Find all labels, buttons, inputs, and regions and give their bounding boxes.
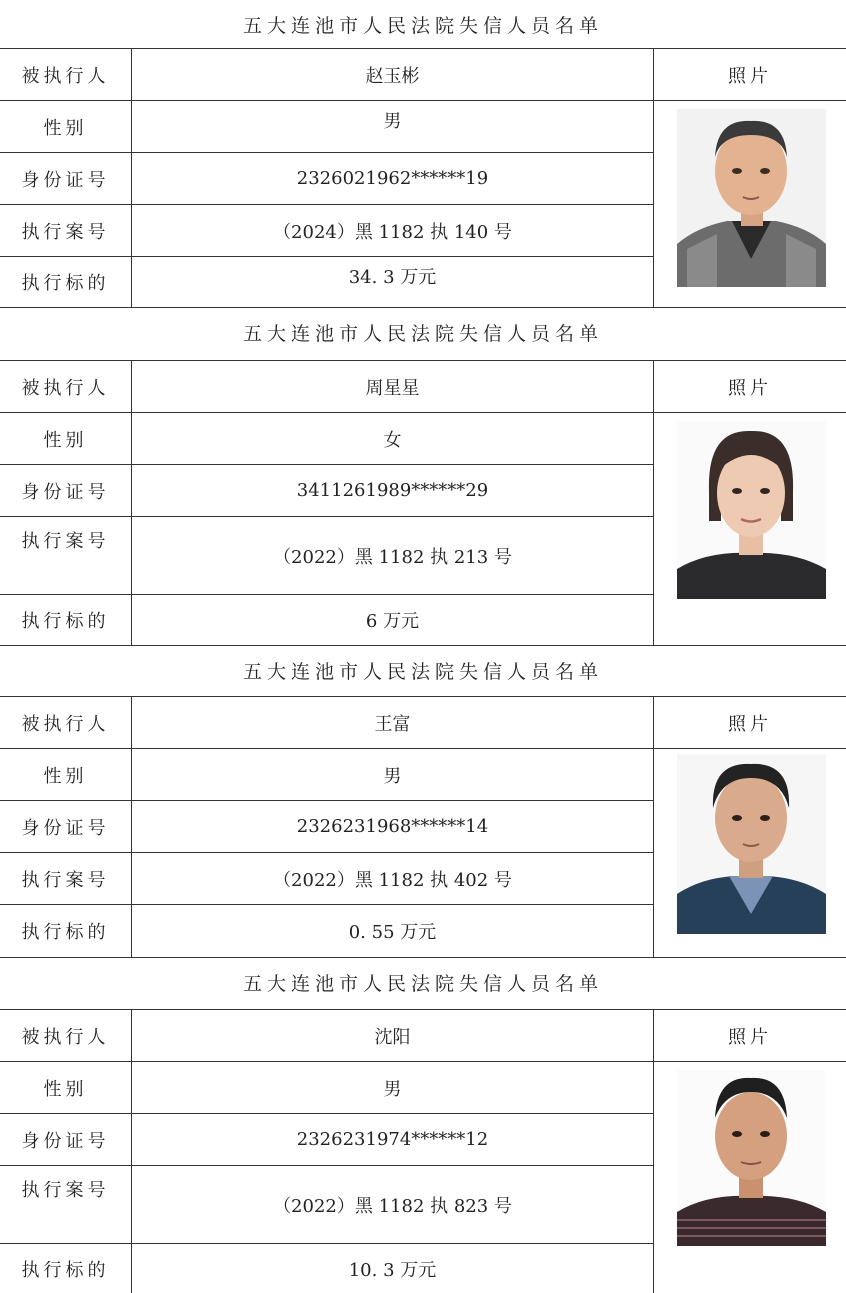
photo-cell [654, 749, 846, 957]
value-name: 王富 [131, 697, 654, 748]
value-name: 赵玉彬 [131, 49, 654, 100]
label-gender: 性别 [43, 765, 88, 787]
value-amount: 34. 3 万元 [131, 257, 654, 307]
label-id: 身份证号 [21, 1130, 110, 1152]
record-table [0, 1009, 846, 1293]
label-name: 被执行人 [21, 1026, 110, 1048]
label-photo: 照片 [728, 1026, 772, 1048]
person-photo [677, 109, 826, 287]
label-id: 身份证号 [21, 817, 110, 839]
record-3 [0, 646, 846, 958]
label-photo: 照片 [728, 377, 772, 399]
value-amount: 0. 55 万元 [131, 905, 654, 957]
record-table [0, 48, 846, 308]
label-amount: 执行标的 [21, 1259, 110, 1281]
label-name: 被执行人 [21, 377, 110, 399]
label-amount: 执行标的 [21, 611, 110, 632]
label-case: 执行案号 [21, 221, 110, 243]
label-amount: 执行标的 [21, 922, 110, 943]
value-amount: 6 万元 [131, 595, 654, 645]
record-title: 五大连池市人民法院失信人员名单 [242, 660, 603, 683]
label-gender: 性别 [43, 1078, 88, 1100]
portrait-image [677, 754, 826, 934]
portrait-image [677, 421, 826, 599]
record-2 [0, 308, 846, 646]
record-title: 五大连池市人民法院失信人员名单 [242, 14, 603, 37]
value-name: 周星星 [131, 361, 654, 412]
value-id: 3411261989******29 [131, 465, 654, 516]
value-case: （2024）黑 1182 执 140 号 [131, 205, 654, 256]
label-amount: 执行标的 [21, 273, 110, 294]
value-id: 2326231968******14 [131, 801, 654, 852]
value-gender: 男 [131, 1062, 654, 1113]
portrait-image [677, 1070, 826, 1246]
record-1 [0, 0, 846, 308]
label-case: 执行案号 [21, 869, 110, 891]
value-id: 2326231974******12 [131, 1114, 654, 1165]
label-id: 身份证号 [21, 169, 110, 191]
label-name: 被执行人 [21, 65, 110, 87]
label-case: 执行案号 [21, 1180, 110, 1201]
person-photo [677, 754, 826, 934]
portrait-image [677, 109, 826, 287]
value-gender: 男 [131, 749, 654, 800]
photo-cell [654, 413, 846, 645]
value-case: （2022）黑 1182 执 402 号 [131, 853, 654, 904]
person-photo [677, 1070, 826, 1246]
value-gender: 女 [131, 413, 654, 464]
value-amount: 10. 3 万元 [131, 1244, 654, 1293]
value-case: （2022）黑 1182 执 213 号 [131, 517, 654, 594]
label-photo: 照片 [728, 65, 772, 87]
value-name: 沈阳 [131, 1010, 654, 1061]
photo-cell [654, 1062, 846, 1293]
record-table [0, 696, 846, 958]
value-id: 2326021962******19 [131, 153, 654, 204]
label-photo: 照片 [728, 713, 772, 735]
label-case: 执行案号 [21, 531, 110, 552]
label-gender: 性别 [43, 117, 88, 139]
value-case: （2022）黑 1182 执 823 号 [131, 1166, 654, 1243]
label-name: 被执行人 [21, 713, 110, 735]
value-gender: 男 [131, 101, 654, 152]
label-gender: 性别 [43, 429, 88, 451]
record-4 [0, 958, 846, 1292]
record-title: 五大连池市人民法院失信人员名单 [242, 322, 603, 345]
record-title: 五大连池市人民法院失信人员名单 [242, 972, 603, 995]
label-id: 身份证号 [21, 481, 110, 503]
person-photo [677, 421, 826, 599]
photo-cell [654, 101, 846, 307]
record-table [0, 360, 846, 646]
